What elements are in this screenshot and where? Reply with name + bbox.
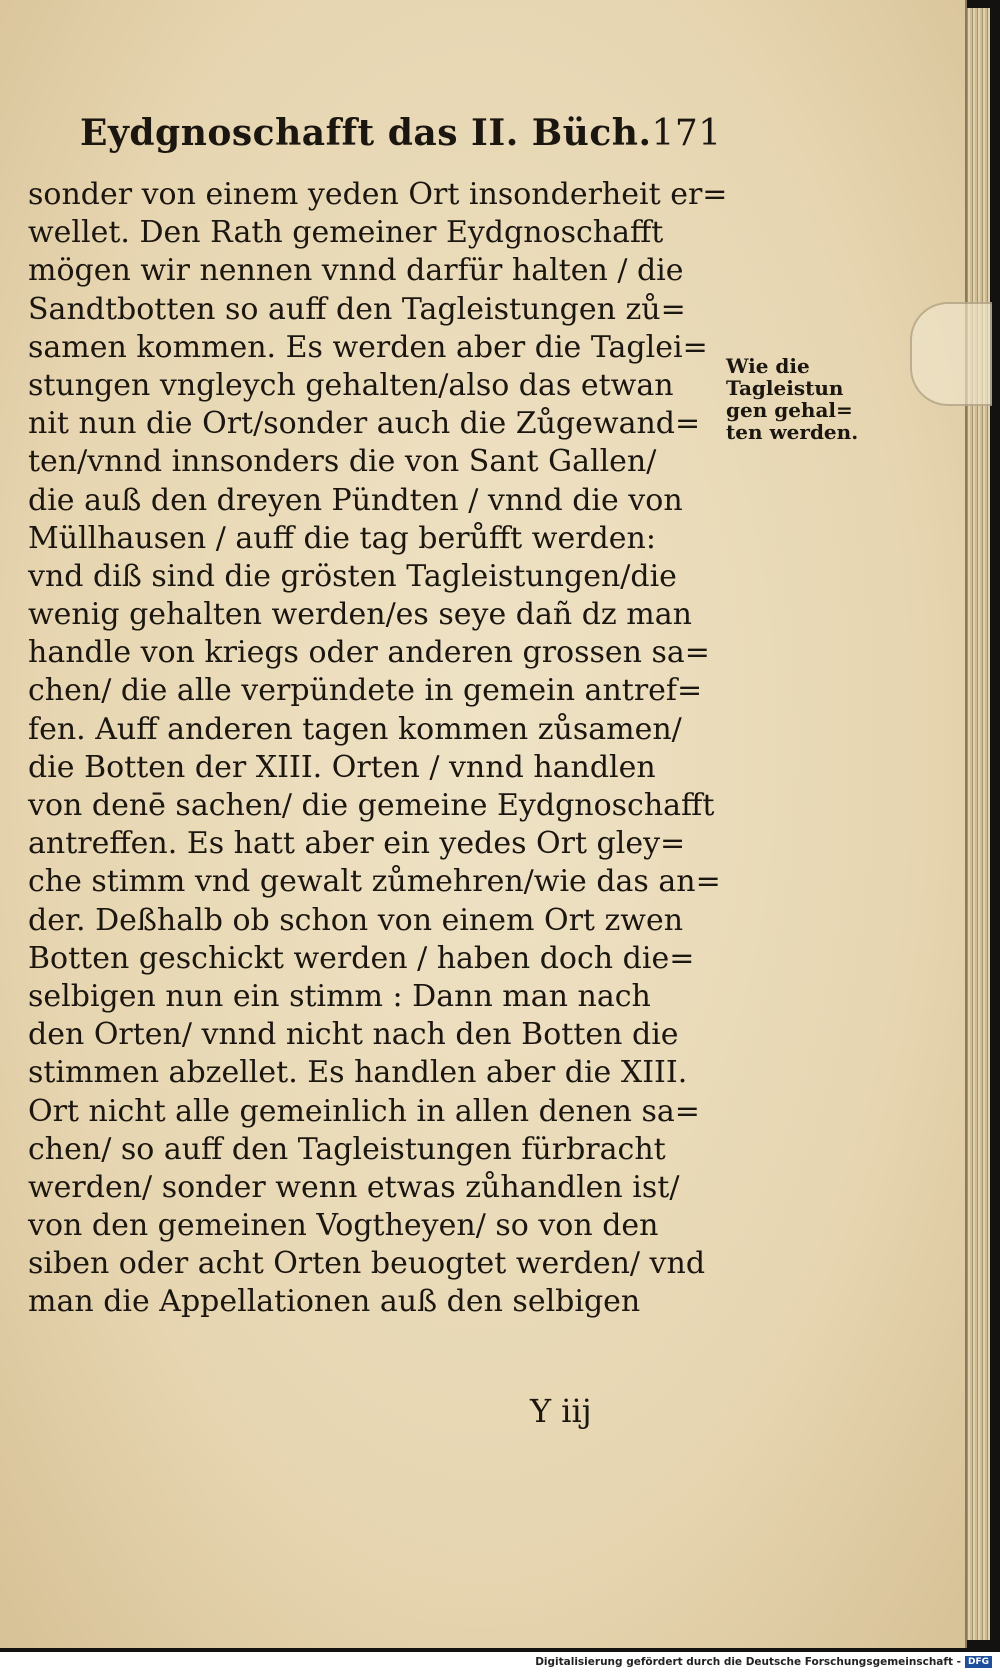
margin-note-line: Wie die (726, 354, 810, 378)
text-line: chen/ so auff den Tagleistungen fürbracht (28, 1131, 666, 1167)
text-line: von denē sachen/ die gemeine Eydgnoschafft (28, 788, 715, 823)
margin-note-line: gen gehal= (726, 398, 853, 422)
header-title: Eydgnoschafft das II. Büch. (80, 112, 652, 154)
body-text (28, 176, 728, 1322)
text-line: den Orten/ vnnd nicht nach den Botten die (28, 1017, 679, 1053)
text-line: Ort nicht alle gemeinlich in allen denen sa= (28, 1093, 700, 1129)
text-line: der. Deßhalb ob schon von einem Ort zwen (28, 902, 684, 938)
text-line: siben oder acht Orten beuogtet werden/ vnd (28, 1246, 706, 1282)
text-line: chen/ die alle verpündete in gemein antref= (28, 673, 703, 709)
footer-credit: Digitalisierung gefördert durch die Deutsche Forschungsgemeinschaft - (535, 1656, 961, 1668)
margin-note (726, 355, 876, 443)
text-line: ten/vnnd innsonders die von Sant Gallen/ (28, 444, 657, 480)
text-line: stimmen abzellet. Es handlen aber die XIII. (28, 1055, 688, 1091)
footer-bar (0, 1652, 1000, 1672)
text-line: werden/ sonder wenn etwas zůhandlen ist/ (28, 1169, 680, 1205)
text-line: fen. Auff anderen tagen kommen zůsamen/ (28, 711, 682, 747)
bookmark-tab (910, 302, 992, 406)
text-line: Müllhausen / auff die tag berůfft werden: (28, 520, 656, 556)
text-line: samen kommen. Es werden aber die Taglei= (28, 329, 708, 365)
text-line: handle von kriegs oder anderen grossen sa= (28, 635, 710, 671)
signature-mark: Y iij (530, 1392, 592, 1430)
text-line: selbigen nun ein stimm : Dann man nach (28, 978, 651, 1014)
margin-note-line: Tagleistun (726, 376, 844, 400)
text-line: nit nun die Ort/sonder auch die Zůgewand= (28, 406, 701, 442)
text-line: die auß den dreyen Pündten / vnnd die von (28, 482, 683, 518)
text-line: che stimm vnd gewalt zůmehren/wie das an= (28, 864, 721, 900)
text-line: von den gemeinen Vogtheyen/ so von den (28, 1208, 659, 1244)
text-line: wenig gehalten werden/es seye dañ dz man (28, 597, 692, 633)
page-number: 171 (651, 113, 722, 154)
text-line: mögen wir nennen vnnd darfür halten / die (28, 253, 684, 289)
text-line: Botten geschickt werden / haben doch die= (28, 940, 695, 976)
margin-note-line: ten werden. (726, 420, 859, 444)
running-header (80, 112, 720, 164)
text-line: antreffen. Es hatt aber ein yedes Ort gley= (28, 826, 686, 862)
text-line: die Botten der XIII. Orten / vnnd handlen (28, 749, 656, 785)
text-line: wellet. Den Rath gemeiner Eydgnoschafft (28, 215, 664, 251)
text-line: vnd diß sind die grösten Tagleistungen/die (28, 558, 677, 594)
text-line: sonder von einem yeden Ort insonderheit er= (28, 177, 728, 212)
text-line: stungen vngleych gehalten/also das etwan (28, 367, 674, 403)
text-line: man die Appellationen auß den selbigen (28, 1284, 641, 1320)
text-line: Sandtbotten so auff den Tagleistungen zů= (28, 291, 686, 327)
dfg-logo-icon: DFG (965, 1656, 992, 1668)
